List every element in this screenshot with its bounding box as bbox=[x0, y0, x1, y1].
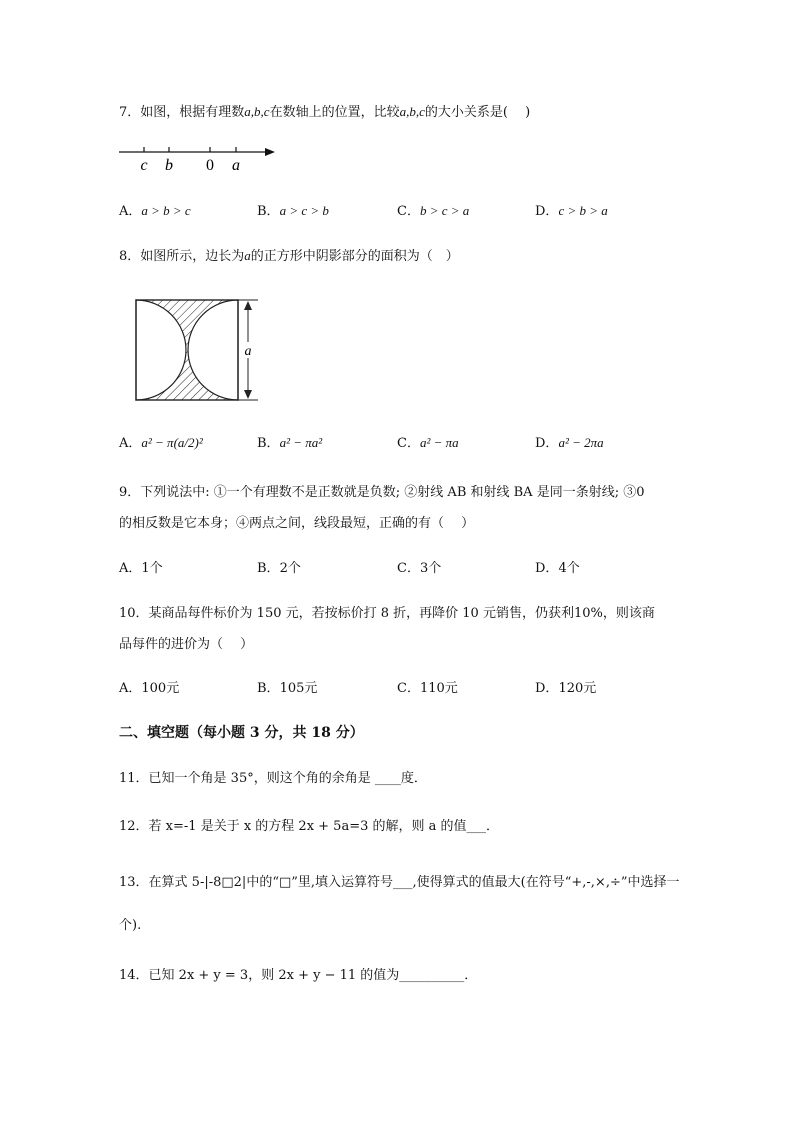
q7-option-a[interactable]: A．a > b > c bbox=[119, 203, 191, 219]
q9-option-d[interactable]: D．4个 bbox=[535, 561, 580, 576]
q7-stem-mid: 在数轴上的位置，比较 bbox=[269, 105, 400, 120]
q9-line-1: 9．下列说法中: ①一个有理数不是正数就是负数; ②射线 AB 和射线 BA 是同一条射线; ③0 bbox=[119, 485, 645, 500]
q7-option-d[interactable]: D．c > b > a bbox=[535, 203, 608, 219]
q13-line-2: 个). bbox=[119, 918, 142, 933]
q10-option-a[interactable]: A．100元 bbox=[119, 681, 180, 696]
q12: 12．若 x=-1 是关于 x 的方程 2x + 5a=3 的解，则 a 的值___． bbox=[119, 819, 500, 834]
q9-line-2: 的相反数是它本身；④两点之间，线段最短，正确的有（ ） bbox=[119, 516, 475, 531]
q8-option-d[interactable]: D．a² − 2πa bbox=[535, 435, 604, 451]
q8-option-a[interactable]: A．a² − π(a/2)² bbox=[119, 435, 203, 451]
q7-stem bbox=[119, 103, 530, 122]
section-heading: 二、填空题（每小题 3 分，共 18 分） bbox=[119, 725, 364, 741]
q7-vars: a,b,c bbox=[244, 104, 270, 119]
axis-label-b: b bbox=[165, 157, 173, 174]
q7-stem-post: 的大小关系是( ) bbox=[424, 105, 531, 120]
axis-label-a: a bbox=[232, 157, 240, 174]
q10-line-2: 品每件的进价为（ ） bbox=[119, 637, 254, 652]
q7-stem-pre: 7．如图，根据有理数 bbox=[119, 105, 245, 120]
q7-number-line bbox=[115, 140, 285, 176]
q10-option-b[interactable]: B．105元 bbox=[257, 681, 318, 696]
q10-line-1: 10．某商品每件标价为 150 元，若按标价打 8 折，再降价 10 元销售，仍获利10%，则该商 bbox=[119, 606, 655, 621]
q8-square-figure bbox=[128, 292, 268, 408]
q10-option-d[interactable]: D．120元 bbox=[535, 681, 597, 696]
q11: 11．已知一个角是 35°，则这个角的余角是 ____度． bbox=[119, 771, 427, 786]
axis-label-c: c bbox=[140, 157, 148, 174]
axis-label-0: 0 bbox=[206, 157, 214, 174]
q14: 14．已知 2x + y = 3，则 2x + y − 11 的值为__________． bbox=[119, 968, 478, 983]
q7-option-c[interactable]: C．b > c > a bbox=[397, 203, 470, 219]
q9-option-a[interactable]: A．1个 bbox=[119, 561, 163, 576]
q8-option-c[interactable]: C．a² − πa bbox=[397, 435, 459, 451]
q8-option-b[interactable]: B．a² − πa² bbox=[257, 435, 323, 451]
q10-option-c[interactable]: C．110元 bbox=[397, 681, 458, 696]
dimension-label-a: a bbox=[244, 344, 252, 359]
q7-vars-2: a,b,c bbox=[399, 104, 425, 119]
q13-line-1: 13．在算式 5-|-8□2|中的“□”里,填入运算符号___,使得算式的值最大(在符号“+,-,×,÷”中选择一 bbox=[119, 875, 680, 890]
q9-option-c[interactable]: C．3个 bbox=[397, 561, 442, 576]
q8-stem: 8．如图所示，边长为a的正方形中阴影部分的面积为（ ） bbox=[119, 248, 459, 264]
q9-option-b[interactable]: B．2个 bbox=[257, 561, 301, 576]
q7-option-b[interactable]: B．a > c > b bbox=[257, 203, 329, 219]
